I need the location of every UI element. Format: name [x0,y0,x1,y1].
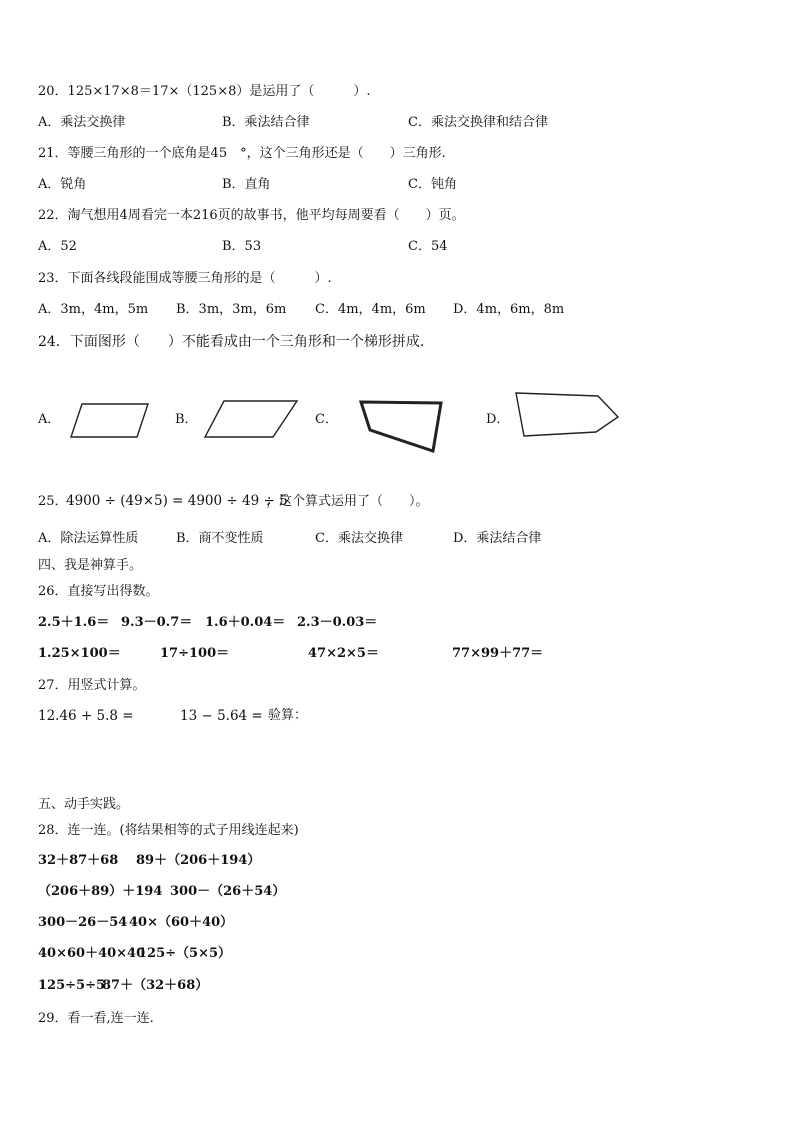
pentagon-d-shape[interactable] [512,390,624,442]
q20-stem: 20．125×17×8＝17×（125×8）是运用了（ ）. [38,84,371,99]
parallelogram-a-shape[interactable] [66,400,156,442]
q25-formula: 4900 ÷ (49×5) = 4900 ÷ 49 ÷ 5 [66,493,288,509]
q26-stem: 26．直接写出得数。 [38,584,159,599]
quadrilateral-c-shape[interactable] [356,396,448,456]
q24-option-d-label[interactable]: D． [486,412,510,427]
q29-stem: 29．看一看,连一连. [38,1011,154,1026]
q26-expr: 1.6＋0.04＝ [205,615,286,630]
q26-expr: 2.3－0.03＝ [297,615,378,630]
q23-option-c[interactable]: C．4m，4m，6m [315,302,426,317]
q22-stem: 22．淘气想用4周看完一本216页的故事书，他平均每周要看（ ）页。 [38,208,465,223]
q20-option-a[interactable]: A．乘法交换律 [38,115,126,130]
q23-option-d[interactable]: D．4m，6m，8m [453,302,565,317]
q26-expr: 2.5＋1.6＝ [38,615,110,630]
q24-option-b-label[interactable]: B． [175,412,198,427]
q22-option-b[interactable]: B．53 [222,239,262,254]
q22-option-c[interactable]: C．54 [408,239,448,254]
q22-option-a[interactable]: A．52 [38,239,77,254]
q27-expr-1: 12.46 + 5.8 = [38,708,134,724]
q27-check-label: 验算： [268,708,308,723]
q28-left-expr[interactable]: 32＋87＋68 [38,853,119,868]
q26-expr: 47×2×5＝ [308,646,379,661]
q26-expr: 1.25×100＝ [38,646,121,661]
q25-option-d[interactable]: D．乘法结合律 [453,531,542,546]
q28-right-expr[interactable]: 89＋（206＋194） [136,853,261,868]
q26-expr: 9.3－0.7＝ [121,615,193,630]
q27-expr-2: 13 − 5.64 = [180,708,263,724]
q20-option-c[interactable]: C．乘法交换律和结合律 [408,115,548,130]
q21-option-c[interactable]: C．钝角 [408,177,457,192]
q28-right-expr[interactable]: 40×（60＋40） [129,915,234,930]
q24-option-a-label[interactable]: A． [38,412,61,427]
q20-option-b[interactable]: B．乘法结合律 [222,115,310,130]
q24-stem: 24．下面图形（ ）不能看成由一个三角形和一个梯形拼成. [38,334,425,350]
q28-left-expr[interactable]: 300－26－54 [38,915,128,930]
section-4-heading: 四、我是神算手。 [38,558,143,573]
q25-stem-tail: ，这个算式运用了（ ）。 [266,494,429,509]
q25-number: 25． [38,494,68,509]
q28-left-expr[interactable]: （206＋89）＋194 [38,884,163,899]
q27-stem: 27．用竖式计算。 [38,678,146,693]
q25-option-b[interactable]: B．商不变性质 [176,531,264,546]
q24-option-c-label[interactable]: C． [315,412,338,427]
q23-option-a[interactable]: A．3m，4m，5m [38,302,149,317]
q28-left-expr[interactable]: 40×60＋40×40 [38,946,146,961]
q28-right-expr[interactable]: 125÷（5×5） [138,946,232,961]
q28-stem: 28．连一连。(将结果相等的式子用线连起来) [38,823,299,838]
q25-option-a[interactable]: A．除法运算性质 [38,531,139,546]
parallelogram-b-shape[interactable] [202,398,302,442]
q26-expr: 17÷100＝ [160,646,230,661]
q23-option-b[interactable]: B．3m，3m，6m [176,302,287,317]
q23-stem: 23．下面各线段能围成等腰三角形的是（ ）. [38,271,332,286]
q21-option-b[interactable]: B．直角 [222,177,271,192]
q21-option-a[interactable]: A．锐角 [38,177,87,192]
q21-stem: 21．等腰三角形的一个底角是45 °，这个三角形还是（ ）三角形. [38,146,446,161]
q28-right-expr[interactable]: 300－（26＋54） [170,884,286,899]
q28-left-expr[interactable]: 125÷5÷5 [38,978,106,993]
q26-expr: 77×99＋77＝ [452,646,544,661]
section-5-heading: 五、动手实践。 [38,797,130,812]
q25-option-c[interactable]: C．乘法交换律 [315,531,403,546]
q28-right-expr[interactable]: 87＋（32＋68） [102,978,209,993]
